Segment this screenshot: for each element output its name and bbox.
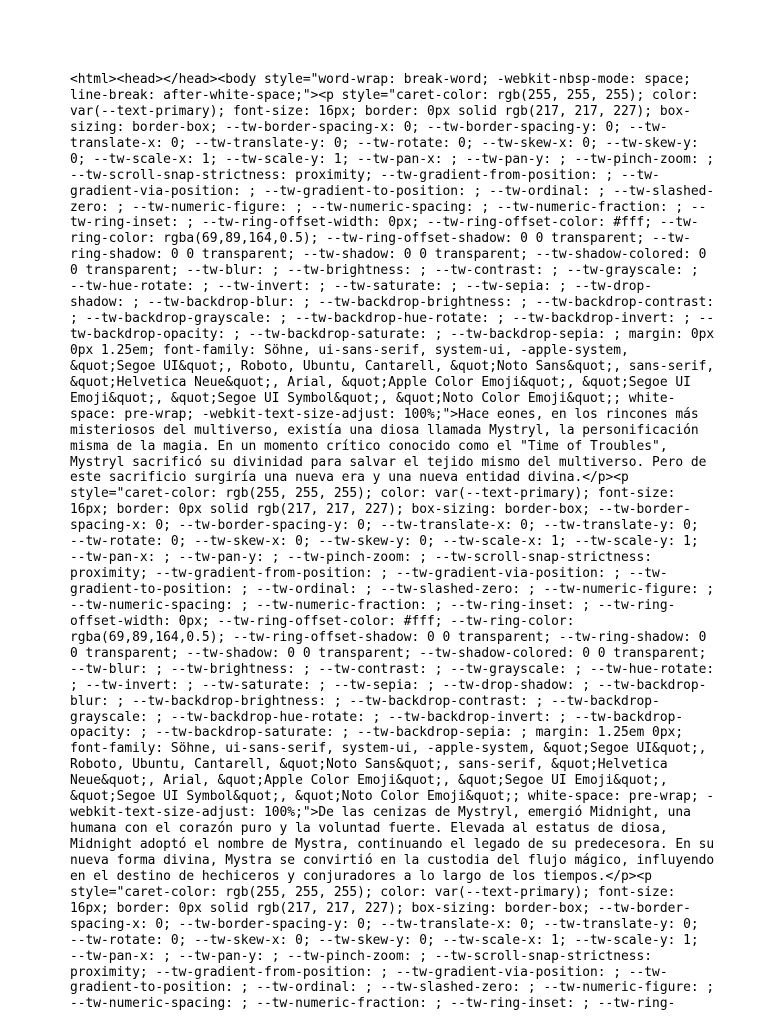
source-line: webkit-text-size-adjust: 100%;">De las cenizas de Mystryl, emergió Midnight, una [70,805,691,821]
source-line: --tw-rotate: 0; --tw-skew-x: 0; --tw-skew-y: 0; --tw-scale-x: 1; --tw-scale-y: 1; [70,932,699,948]
source-line: grayscale: ; --tw-backdrop-hue-rotate: ; --tw-backdrop-invert: ; --tw-backdrop- [70,709,684,725]
source-line: este sacrificio surgiría una nueva era y una nueva entidad divina.</p><p [70,470,629,486]
source-line: --tw-blur: ; --tw-brightness: ; --tw-contrast: ; --tw-grayscale: ; --tw-hue-rotate: [70,661,715,677]
source-document [70,72,715,1012]
source-line: 0; --tw-scale-x: 1; --tw-scale-y: 1; --tw-pan-x: ; --tw-pan-y: ; --tw-pinch-zoom: ; [70,151,715,167]
source-line: font-family: Söhne, ui-sans-serif, system-ui, -apple-system, &quot;Segoe UI&quot;, [70,741,707,757]
source-line: ring-shadow: 0 0 transparent; --tw-shadow: 0 0 transparent; --tw-shadow-colored: 0 [70,247,707,263]
source-line: opacity: ; --tw-backdrop-saturate: ; --tw-backdrop-sepia: ; margin: 1.25em 0px; [70,725,684,741]
source-line: style="caret-color: rgb(255, 255, 255); color: var(--text-primary); font-size: [70,884,676,900]
source-line: misteriosos del multiverso, existía una diosa llamada Mystryl, la personificación [70,422,699,438]
source-line: 0px 1.25em; font-family: Söhne, ui-sans-serif, system-ui, -apple-system, [70,342,629,358]
source-line: gradient-to-position: ; --tw-ordinal: ; --tw-slashed-zero: ; --tw-numeric-figure: ; [70,582,715,597]
source-line: ring-color: rgba(69,89,164,0.5); --tw-ring-offset-shadow: 0 0 transparent; --tw- [70,231,691,247]
source-line: humana con el corazón puro y la voluntad fuerte. Elevada al estatus de diosa, [70,821,668,837]
source-line: sizing: border-box; --tw-border-spacing-x: 0; --tw-border-spacing-y: 0; --tw- [70,119,668,135]
source-line: --tw-scroll-snap-strictness: proximity; --tw-gradient-from-position: ; --tw- [70,167,660,183]
source-line: style="caret-color: rgb(255, 255, 255); color: var(--text-primary); font-size: [70,486,676,502]
source-line: var(--text-primary); font-size: 16px; border: 0px solid rgb(217, 217, 227); box- [70,103,691,119]
source-line: --tw-numeric-spacing: ; --tw-numeric-fraction: ; --tw-ring-inset: ; --tw-ring- [70,597,676,613]
source-line: Roboto, Ubuntu, Cantarell, &quot;Noto Sans&quot;, sans-serif, &quot;Helvetica [70,757,668,773]
source-line: space: pre-wrap; -webkit-text-size-adjust: 100%;">Hace eones, en los rincones más [70,406,699,422]
source-line: --tw-hue-rotate: ; --tw-invert: ; --tw-saturate: ; --tw-sepia: ; --tw-drop- [70,279,653,295]
source-line: Midnight adoptó el nombre de Mystra, continuando el legado de su predecesora. En su [70,837,715,852]
source-line: gradient-to-position: ; --tw-ordinal: ; --tw-slashed-zero: ; --tw-numeric-figure: ; [70,980,715,996]
source-line: <html><head></head><body style="word-wrap: break-word; -webkit-nbsp-mode: space; [70,72,691,87]
source-line: Neue&quot;, Arial, &quot;Apple Color Emoji&quot;, &quot;Segoe UI Emoji&quot;, [70,773,668,789]
source-line: --tw-rotate: 0; --tw-skew-x: 0; --tw-skew-y: 0; --tw-scale-x: 1; --tw-scale-y: 1; [70,534,699,550]
source-line: blur: ; --tw-backdrop-brightness: ; --tw-backdrop-contrast: ; --tw-backdrop- [70,693,660,709]
source-line: Mystryl sacrificó su divinidad para salvar el tejido mismo del multiverso. Pero de [70,454,707,470]
source-line: proximity; --tw-gradient-from-position: ; --tw-gradient-via-position: ; --tw- [70,566,668,582]
source-line: &quot;Segoe UI Symbol&quot;, &quot;Noto Color Emoji&quot;; white-space: pre-wrap; - [70,789,715,805]
source-line: translate-x: 0; --tw-translate-y: 0; --tw-rotate: 0; --tw-skew-x: 0; --tw-skew-y: [70,135,699,151]
source-line: --tw-pan-x: ; --tw-pan-y: ; --tw-pinch-zoom: ; --tw-scroll-snap-strictness: [70,948,653,964]
source-line: tw-ring-inset: ; --tw-ring-offset-width: 0px; --tw-ring-offset-color: #fff; --tw- [70,215,699,231]
source-line: nueva forma divina, Mystra se convirtió en la custodia del flujo mágico, influyendo [70,852,715,868]
source-line: rgba(69,89,164,0.5); --tw-ring-offset-shadow: 0 0 transparent; --tw-ring-shadow: 0 [70,629,707,645]
source-line: proximity; --tw-gradient-from-position: ; --tw-gradient-via-position: ; --tw- [70,964,668,980]
source-line: line-break: after-white-space;"><p style="caret-color: rgb(255, 255, 255); color: [70,87,699,103]
source-line: spacing-x: 0; --tw-border-spacing-y: 0; --tw-translate-x: 0; --tw-translate-y: 0; [70,916,699,932]
source-line: offset-width: 0px; --tw-ring-offset-color: #fff; --tw-ring-color: [70,613,575,629]
source-line: tw-backdrop-opacity: ; --tw-backdrop-saturate: ; --tw-backdrop-sepia: ; margin: 0px [70,327,715,342]
source-line: 0 transparent; --tw-blur: ; --tw-brightness: ; --tw-contrast: ; --tw-grayscale: ; [70,263,699,279]
source-line: &quot;Segoe UI&quot;, Roboto, Ubuntu, Cantarell, &quot;Noto Sans&quot;, sans-serif, [70,358,715,374]
source-line: 0 transparent; --tw-shadow: 0 0 transparent; --tw-shadow-colored: 0 0 transparent; [70,645,707,661]
source-line: shadow: ; --tw-backdrop-blur: ; --tw-backdrop-brightness: ; --tw-backdrop-contrast: [70,295,715,311]
source-line: --tw-numeric-spacing: ; --tw-numeric-fraction: ; --tw-ring-inset: ; --tw-ring- [70,996,676,1012]
source-line: 16px; border: 0px solid rgb(217, 217, 227); box-sizing: border-box; --tw-border- [70,502,691,518]
source-line: Emoji&quot;, &quot;Segoe UI Symbol&quot;, &quot;Noto Color Emoji&quot;; white- [70,390,676,406]
source-line: --tw-pan-x: ; --tw-pan-y: ; --tw-pinch-zoom: ; --tw-scroll-snap-strictness: [70,550,653,566]
source-line: misma de la magia. En un momento crítico conocido como el "Time of Troubles", [70,438,668,454]
source-line: &quot;Helvetica Neue&quot;, Arial, &quot;Apple Color Emoji&quot;, &quot;Segoe UI [70,374,691,390]
source-line: ; --tw-backdrop-grayscale: ; --tw-backdrop-hue-rotate: ; --tw-backdrop-invert: ; -- [70,311,715,327]
source-line: 16px; border: 0px solid rgb(217, 217, 227); box-sizing: border-box; --tw-border- [70,900,691,916]
source-line: zero: ; --tw-numeric-figure: ; --tw-numeric-spacing: ; --tw-numeric-fraction: ; -- [70,199,707,215]
source-line: spacing-x: 0; --tw-border-spacing-y: 0; --tw-translate-x: 0; --tw-translate-y: 0; [70,518,699,534]
source-line: gradient-via-position: ; --tw-gradient-to-position: ; --tw-ordinal: ; --tw-slashed- [70,183,715,199]
source-line: ; --tw-invert: ; --tw-saturate: ; --tw-sepia: ; --tw-drop-shadow: ; --tw-backdrop- [70,677,707,693]
source-line: en el destino de hechiceros y conjuradores a lo largo de los tiempos.</p><p [70,868,653,884]
